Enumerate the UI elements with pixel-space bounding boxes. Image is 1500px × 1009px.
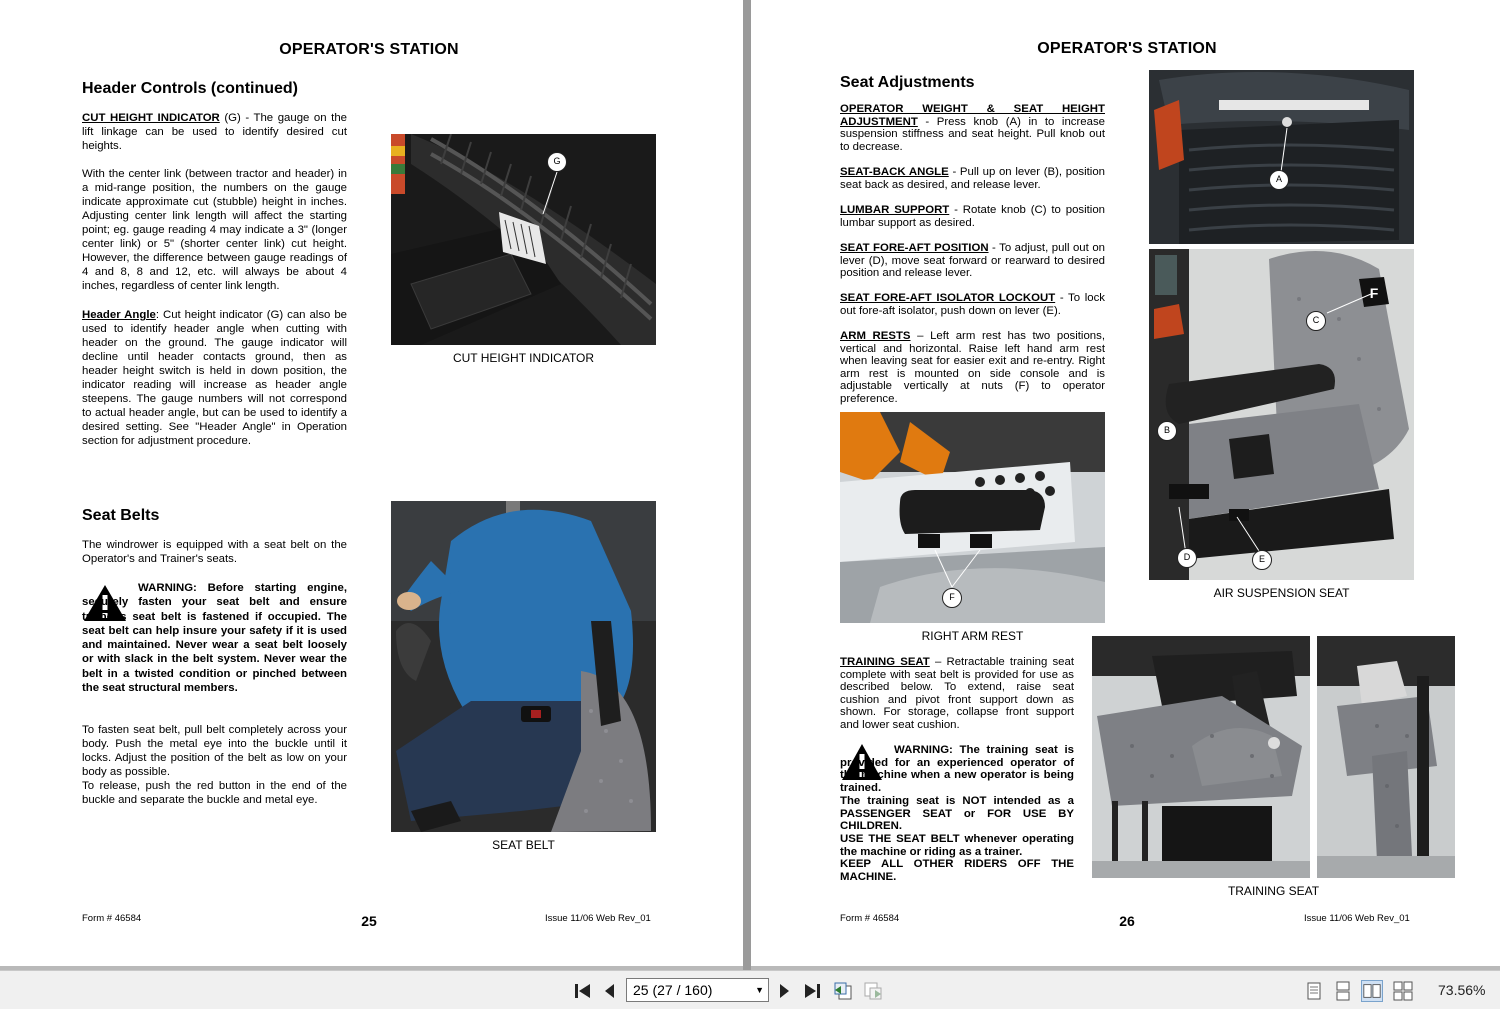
- page-25: [0, 0, 743, 966]
- page-selector-value: 25 (27 / 160): [633, 982, 713, 998]
- cut-height-text: (G) - The gauge on the lift linkage can be used to identify desired cut heights.: [82, 112, 347, 152]
- cut-height-caption: CUT HEIGHT INDICATOR: [452, 351, 595, 365]
- training-warning-2: The training seat is NOT intended as a PASSENGER SEAT or FOR USE BY CHILDREN.: [840, 795, 1074, 833]
- seat-belt-caption: SEAT BELT: [492, 838, 555, 852]
- single-page-icon[interactable]: [1303, 980, 1325, 1002]
- training-text: – Retractable training seat complete with seat belt is provided for use as described below. To extend, raise seat cushion and pivot front support down as shown. For storage, collapse front support and lower seat cushion.: [840, 656, 1075, 731]
- training-seat-caption: TRAINING SEAT: [1227, 884, 1320, 898]
- lumbar-text: - Rotate knob (C) to position lumbar support as desired.: [840, 204, 1105, 229]
- svg-text:F: F: [1369, 285, 1379, 301]
- callout-f: F: [942, 588, 962, 608]
- armrest-paragraph: [840, 330, 1105, 406]
- callout-d: D: [1177, 548, 1197, 568]
- foreaft-text: - To adjust, pull out on lever (D), move seat forward or rearward to desired position and release lever.: [840, 242, 1105, 280]
- previous-view-icon[interactable]: [832, 980, 854, 1002]
- training-seat-photo-1: [1092, 636, 1310, 878]
- cut-height-term: CUT HEIGHT INDICATOR: [82, 112, 220, 124]
- seat-belt-photo: [391, 501, 656, 832]
- training-seat-photo-2: [1317, 636, 1455, 878]
- next-view-icon[interactable]: [862, 980, 884, 1002]
- isolator-text: - To lock out fore-aft isolator, push down on lever (E).: [840, 292, 1105, 317]
- page-gutter: [743, 0, 751, 970]
- training-warning-3: USE THE SEAT BELT whenever operating the machine or riding as a trainer.: [840, 833, 1074, 858]
- section-title-header-controls: Header Controls (continued): [82, 80, 299, 97]
- training-warning-4: KEEP ALL OTHER RIDERS OFF THE MACHINE.: [840, 858, 1074, 883]
- callout-g: G: [547, 152, 567, 172]
- foreaft-paragraph: [840, 242, 1105, 280]
- center-link-paragraph: With the center link (between tractor and header) in a mid-range position, the numbers on the gauge indicate approximate cut (stubble) height in inches. Adjusting center link length will affect the starting point; eg. gauge reading 4 may indicate a 3" (longer center link) or 5" (shorter center link) cut height. However, the difference between gauge readings of 4 and 8, 8 and 12, etc. will always be about 4 inches, regardless of center link length.: [82, 168, 347, 292]
- seat-knob-photo: [1149, 70, 1414, 244]
- lumbar-term: LUMBAR SUPPORT: [840, 204, 950, 216]
- section-title-seat-belts: Seat Belts: [82, 507, 160, 524]
- callout-c: C: [1306, 311, 1326, 331]
- facing-pages-icon[interactable]: [1361, 980, 1383, 1002]
- chevron-down-icon[interactable]: ▼: [755, 985, 764, 995]
- seatback-paragraph: [840, 166, 1105, 191]
- page-number: 25: [361, 913, 377, 929]
- isolator-paragraph: [840, 292, 1105, 317]
- foreaft-term: SEAT FORE-AFT POSITION: [840, 242, 989, 254]
- right-arm-rest-photo: [840, 412, 1105, 623]
- seatback-term: SEAT-BACK ANGLE: [840, 166, 949, 178]
- seat-belt-warning: WARNING: Before starting engine, securely fasten your seat belt and ensure trainer's seat belt is fastened if occupied. The seat belt can help insure your safety if it is used and maintained. Never wear a seat belt loosely or with slack in the belt system. Never wear the belt in a twisted condition or pinched between the seat structural members.: [82, 582, 347, 695]
- page-number-selector[interactable]: [626, 978, 769, 1002]
- issue-label: Issue 11/06 Web Rev_01: [545, 913, 651, 924]
- header-angle-paragraph: [82, 308, 347, 448]
- weight-text: - Press knob (A) in to increase suspension stiffness and seat height. Pull knob out to decrease.: [840, 115, 1105, 153]
- callout-e: E: [1252, 550, 1272, 570]
- armrest-text: – Left arm rest has two positions, vertical and horizontal. Raise left hand arm rest when leaving seat for easier exit and re-entry. Right arm rest is mounted on side console and is adjustable vertically at nuts (F) to operator preference.: [840, 330, 1105, 405]
- seat-belts-intro: The windrower is equipped with a seat belt on the Operator's and Trainer's seats.: [82, 539, 347, 565]
- callout-b: B: [1157, 421, 1177, 441]
- section-title-seat-adjustments: Seat Adjustments: [840, 74, 975, 91]
- previous-page-icon[interactable]: [599, 980, 621, 1002]
- header-angle-text: : Cut height indicator (G) can also be used to identify header angle when cutting with header on the ground. The gauge indicator will decline until header contacts ground, then as header height switch is held in down position, the indicator reading will increase as header angle steepens. The gauge numbers will not correspond to actual header angle, but can be used to identify a desired setting. See "Header Angle" in Operation section for adjustment procedure.: [82, 309, 347, 447]
- zoom-level[interactable]: 73.56%: [1438, 982, 1486, 998]
- isolator-term: SEAT FORE-AFT ISOLATOR LOCKOUT: [840, 292, 1056, 304]
- training-term: TRAINING SEAT: [840, 656, 930, 668]
- callout-a: A: [1269, 170, 1289, 190]
- form-number: Form # 46584: [840, 913, 900, 924]
- training-seat-paragraph: [840, 656, 1074, 732]
- continuous-page-icon[interactable]: [1332, 980, 1354, 1002]
- seatback-text: - Pull up on lever (B), position seat back as desired, and release lever.: [840, 166, 1106, 191]
- next-page-icon[interactable]: [773, 980, 795, 1002]
- cut-height-paragraph: [82, 111, 347, 153]
- air-suspension-seat-caption: AIR SUSPENSION SEAT: [1213, 586, 1350, 600]
- air-suspension-seat-photo: [1149, 249, 1414, 580]
- page-26: [751, 0, 1500, 966]
- right-arm-rest-caption: RIGHT ARM REST: [921, 629, 1024, 643]
- issue-label: Issue 11/06 Web Rev_01: [1304, 913, 1410, 924]
- form-number: Form # 46584: [82, 913, 142, 924]
- armrest-term: ARM RESTS: [840, 330, 911, 342]
- last-page-icon[interactable]: [801, 980, 823, 1002]
- continuous-facing-icon[interactable]: [1392, 980, 1414, 1002]
- navigation-toolbar: [0, 970, 1500, 1009]
- header-angle-term: Header Angle: [82, 309, 156, 321]
- page-number: 26: [1119, 913, 1135, 929]
- fasten-paragraph: To fasten seat belt, pull belt completely across your body. Push the metal eye into the buckle until it locks. Adjust the position of the belt as low on your body as possible.: [82, 724, 347, 778]
- page-title: OPERATOR'S STATION: [1037, 40, 1217, 57]
- weight-term: OPERATOR WEIGHT & SEAT HEIGHT ADJUSTMENT: [840, 103, 1105, 128]
- training-warning-1: WARNING: The training seat is provided for an experienced operator of the machine when a new operator is being trained.: [840, 744, 1074, 795]
- cut-height-indicator-photo: [391, 134, 656, 345]
- weight-paragraph: [840, 103, 1105, 153]
- lumbar-paragraph: [840, 204, 1105, 229]
- release-paragraph: To release, push the red button in the end of the buckle and separate the buckle and metal eye.: [82, 780, 347, 806]
- first-page-icon[interactable]: [572, 980, 594, 1002]
- page-title: OPERATOR'S STATION: [279, 41, 459, 58]
